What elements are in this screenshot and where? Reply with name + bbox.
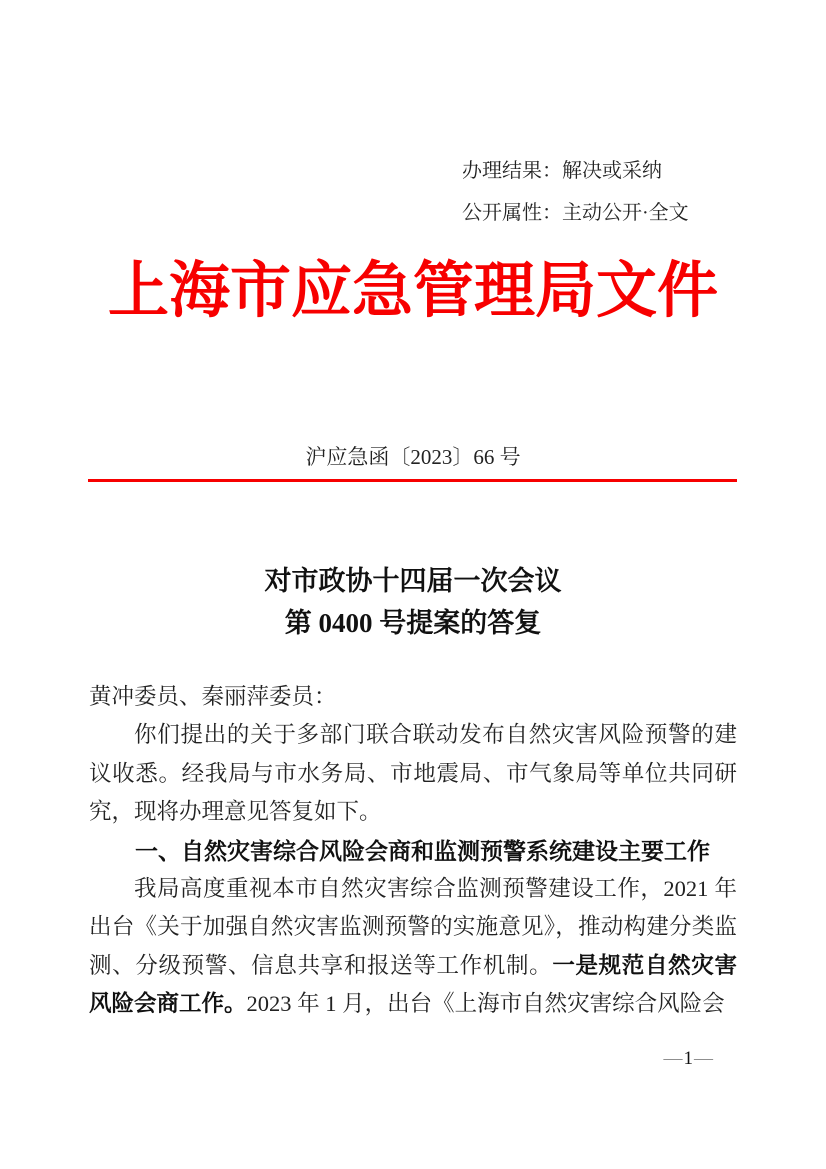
page-number-dash-left: — — [663, 1048, 684, 1069]
paragraph-work — [89, 870, 737, 1024]
section-heading-1: 一、自然灾害综合风险会商和监测预警系统建设主要工作 — [135, 837, 710, 864]
document-title-line1: 对市政协十四届一次会议 — [264, 566, 562, 596]
salutation: 黄冲委员、秦丽萍委员： — [89, 684, 337, 709]
document-title — [0, 560, 826, 644]
agency-letterhead-title: 上海市应急管理局文件 — [107, 256, 718, 324]
paragraph-intro: 你们提出的关于多部门联合联动发布自然灾害风险预警的建议收悉。经我局与市水务局、市地震局、市气象局等单位共同研究，现将办理意见答复如下。 — [89, 722, 737, 825]
handling-result: 办理结果：解决或采纳 — [462, 160, 662, 182]
publicity-attribute: 公开属性：主动公开·全文 — [462, 202, 689, 224]
paragraph-work-emphasis: 一是规范自然灾害风险会商工作。 — [89, 952, 737, 1017]
page-number-value: 1 — [683, 1048, 694, 1069]
document-meta — [462, 150, 689, 234]
document-body — [89, 678, 737, 1024]
page-number — [664, 1048, 715, 1070]
document-number: 沪应急函〔2023〕66 号 — [305, 445, 521, 469]
letterhead-divider — [88, 479, 737, 482]
document-title-line2: 第 0400 号提案的答复 — [284, 608, 542, 638]
paragraph-work-text-2: 2023 年 1 月，出台《上海市自然灾害综合风险会 — [246, 991, 725, 1017]
paragraph-work-text-1: 我局高度重视本市自然灾害综合监测预警建设工作，2021 年出台《关于加强自然灾害监测预警的实施意见》，推动构建分类监测、分级预警、信息共享和报送等工作机制。 — [89, 876, 737, 978]
page-number-dash-right: — — [694, 1048, 714, 1069]
